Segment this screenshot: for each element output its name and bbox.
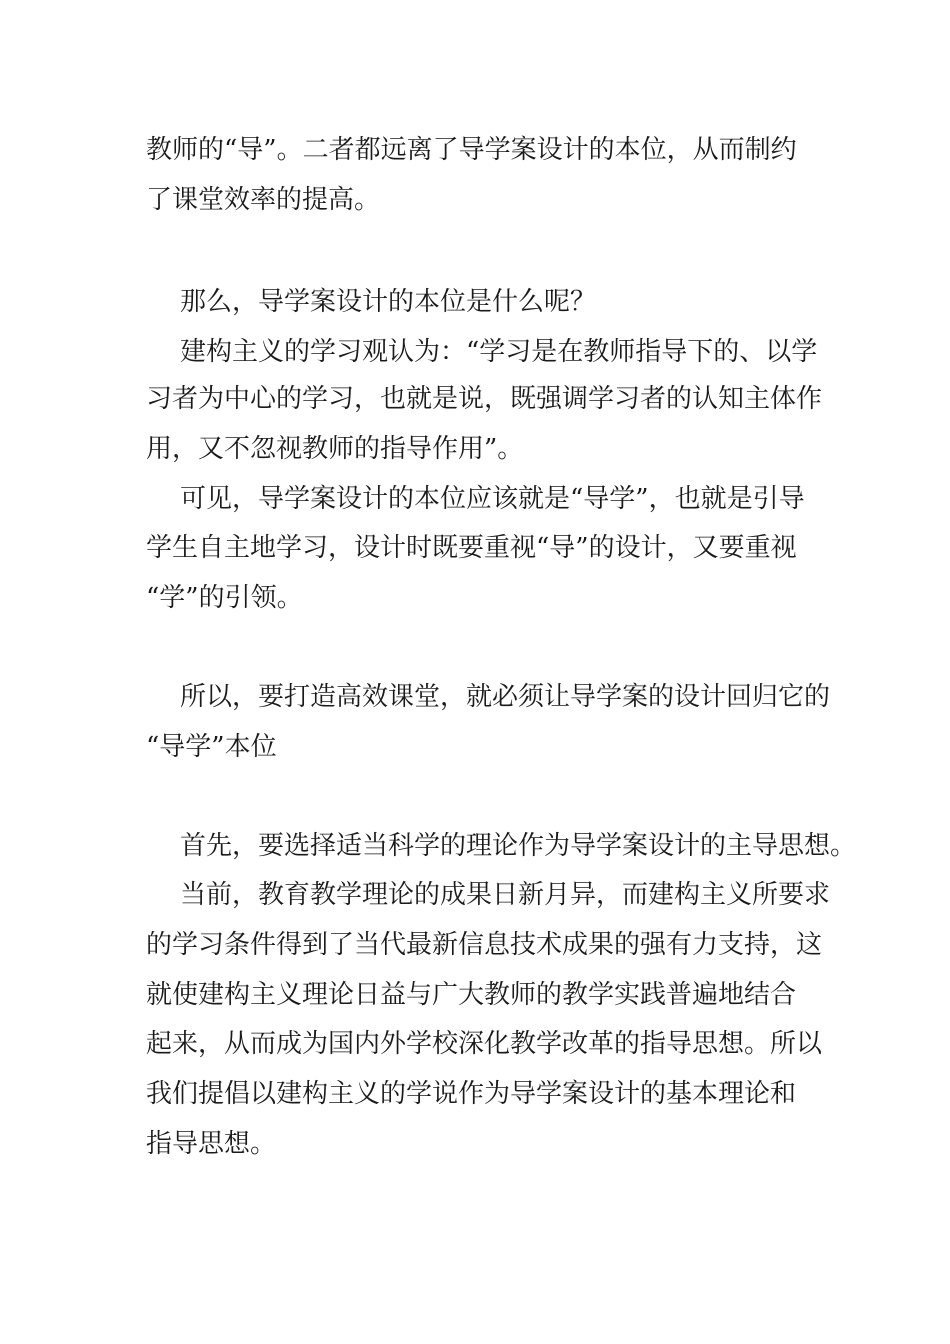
paragraph-line: “导学”本位 bbox=[146, 732, 277, 762]
paragraph-line: 用，又不忽视教师的指导作用”。 bbox=[146, 434, 524, 464]
paragraph-line: 所以，要打造高效课堂，就必须让导学案的设计回归它的 bbox=[180, 682, 831, 712]
paragraph-line: 教师的“导”。二者都远离了导学案设计的本位，从而制约 bbox=[146, 135, 797, 165]
paragraph-line: 就使建构主义理论日益与广大教师的教学实践普遍地结合 bbox=[146, 980, 797, 1010]
paragraph-line: 可见，导学案设计的本位应该就是“导学”，也就是引导 bbox=[180, 484, 805, 514]
paragraph-line: 起来，从而成为国内外学校深化教学改革的指导思想。所以 bbox=[146, 1029, 823, 1059]
paragraph-line: 我们提倡以建构主义的学说作为导学案设计的基本理论和 bbox=[146, 1079, 797, 1109]
paragraph-line: 建构主义的学习观认为：“学习是在教师指导下的、以学 bbox=[180, 337, 818, 367]
paragraph-line: 了课堂效率的提高。 bbox=[146, 185, 381, 215]
paragraph-line: “学”的引领。 bbox=[146, 583, 303, 613]
paragraph-line: 那么，导学案设计的本位是什么呢？ bbox=[180, 287, 597, 317]
paragraph-line: 习者为中心的学习，也就是说，既强调学习者的认知主体作 bbox=[146, 384, 823, 414]
paragraph-line: 当前，教育教学理论的成果日新月异，而建构主义所要求 bbox=[180, 880, 831, 910]
paragraph-line: 指导思想。 bbox=[146, 1129, 277, 1159]
paragraph-line: 学生自主地学习，设计时既要重视“导”的设计，又要重视 bbox=[146, 533, 797, 563]
paragraph-line: 首先，要选择适当科学的理论作为导学案设计的主导思想。 bbox=[180, 831, 857, 861]
paragraph-line: 的学习条件得到了当代最新信息技术成果的强有力支持，这 bbox=[146, 930, 823, 960]
